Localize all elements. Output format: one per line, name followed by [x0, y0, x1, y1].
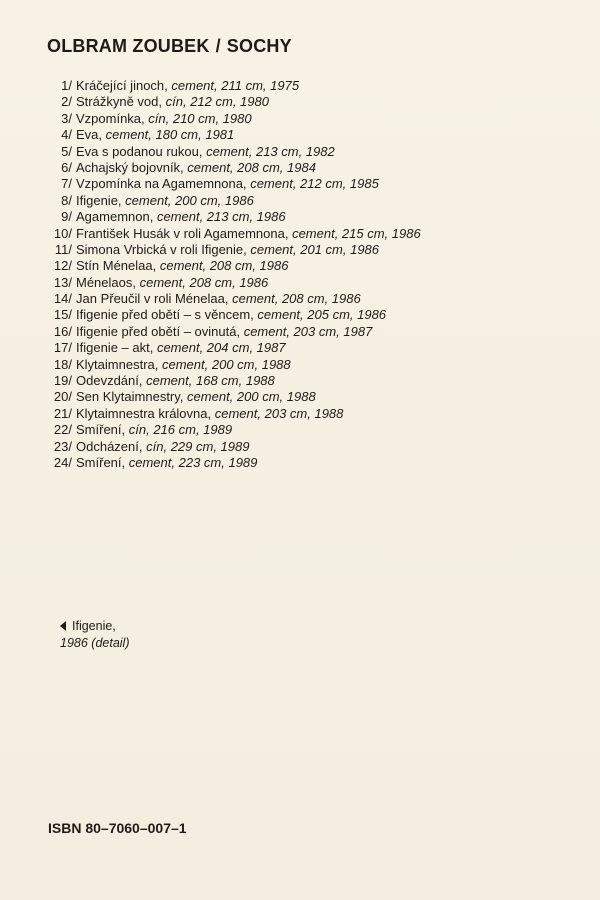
list-item	[40, 307, 560, 323]
list-item	[40, 422, 560, 438]
item-number: 15/	[53, 307, 72, 323]
work-title: Odevzdání,	[76, 373, 143, 389]
item-number: 23/	[53, 438, 72, 454]
item-number: 5/	[61, 143, 72, 159]
list-item	[40, 78, 560, 94]
list-item	[40, 455, 560, 471]
list-item	[40, 275, 560, 291]
work-details: cement, 200 cm, 1988	[187, 389, 316, 405]
item-number: 16/	[53, 323, 72, 339]
work-title: Simona Vrbická v roli Ifigenie,	[76, 241, 247, 257]
list-item	[40, 160, 560, 176]
list-item	[40, 193, 560, 209]
work-title: Klytaimnestra královna,	[76, 405, 212, 421]
item-number: 24/	[53, 454, 72, 470]
work-details: cement, 200 cm, 1988	[162, 356, 291, 372]
image-caption	[60, 618, 130, 652]
list-item	[40, 94, 560, 110]
work-title: Eva s podanou rukou,	[76, 143, 203, 159]
caption-detail: 1986 (detail)	[60, 636, 130, 650]
isbn: ISBN 80–7060–007–1	[48, 820, 187, 836]
work-details: cement, 208 cm, 1986	[139, 274, 269, 290]
work-details: cement, 208 cm, 1986	[159, 258, 289, 274]
work-title: Odcházení,	[76, 438, 143, 454]
work-title: Strážkyně vod,	[76, 94, 162, 110]
page-title	[47, 36, 292, 57]
item-number: 11/	[54, 241, 72, 257]
work-details: cín, 212 cm, 1980	[165, 94, 269, 110]
work-title: Vzpomínka,	[76, 110, 145, 126]
item-number: 14/	[53, 291, 72, 307]
caption-title: Ifigenie,	[72, 619, 116, 633]
work-details: cement, 205 cm, 1986	[257, 307, 387, 323]
item-number: 13/	[53, 274, 72, 290]
work-title: Achajský bojovník,	[76, 159, 184, 175]
item-number: 3/	[61, 110, 72, 126]
item-number: 9/	[61, 209, 72, 225]
list-item	[40, 439, 560, 455]
item-number: 6/	[61, 159, 72, 175]
list-item	[40, 226, 560, 242]
item-number: 10/	[53, 225, 72, 241]
section-name: SOCHY	[226, 36, 292, 56]
list-item	[40, 258, 560, 274]
list-item	[40, 209, 560, 225]
work-title: Jan Přeučil v roli Ménelaa,	[76, 291, 229, 307]
work-details: cement, 211 cm, 1975	[171, 78, 300, 93]
item-number: 12/	[53, 258, 72, 274]
item-number: 21/	[53, 405, 72, 421]
works-list	[40, 78, 560, 471]
work-title: Ménelaos,	[76, 274, 136, 290]
work-details: cín, 210 cm, 1980	[148, 110, 252, 126]
author-name: OLBRAM ZOUBEK	[47, 36, 210, 56]
work-title: Agamemnon,	[76, 209, 154, 225]
work-title: Ifigenie,	[76, 192, 122, 208]
work-title: Eva,	[76, 127, 103, 143]
work-title: Stín Ménelaa,	[76, 258, 157, 274]
work-title: Vzpomínka na Agamemnona,	[76, 176, 247, 192]
work-details: cement, 208 cm, 1986	[232, 291, 361, 307]
work-details: cement, 180 cm, 1981	[105, 127, 235, 143]
item-number: 19/	[53, 373, 72, 389]
work-details: cement, 213 cm, 1982	[206, 143, 335, 159]
item-number: 22/	[53, 422, 72, 438]
work-details: cement, 215 cm, 1986	[292, 225, 421, 241]
list-item	[40, 127, 560, 143]
item-number: 8/	[61, 192, 72, 208]
list-item	[40, 340, 560, 356]
work-title: Smíření,	[76, 422, 126, 438]
work-details: cement, 203 cm, 1988	[214, 405, 344, 421]
list-item	[40, 176, 560, 192]
left-triangle-icon	[60, 621, 66, 631]
work-title: Sen Klytaimnestry,	[76, 389, 184, 405]
item-number: 20/	[53, 389, 72, 405]
work-details: cement, 168 cm, 1988	[146, 373, 275, 389]
item-number: 2/	[61, 94, 72, 110]
work-details: cement, 203 cm, 1987	[243, 323, 373, 339]
work-details: cement, 212 cm, 1985	[250, 176, 379, 192]
work-title: František Husák v roli Agamemnona,	[76, 225, 289, 241]
work-details: cement, 200 cm, 1986	[125, 192, 254, 208]
work-details: cement, 223 cm, 1989	[128, 454, 258, 470]
item-number: 1/	[61, 78, 72, 93]
work-title: Ifigenie – akt,	[76, 340, 154, 356]
work-title: Smíření,	[76, 454, 126, 470]
item-number: 7/	[61, 176, 72, 192]
work-title: Klytaimnestra,	[76, 356, 159, 372]
item-number: 17/	[53, 340, 72, 356]
list-item	[40, 389, 560, 405]
item-number: 18/	[53, 356, 72, 372]
work-details: cín, 216 cm, 1989	[128, 422, 233, 438]
work-details: cín, 229 cm, 1989	[146, 438, 250, 454]
work-title: Ifigenie před obětí – s věncem,	[76, 307, 254, 323]
list-item	[40, 324, 560, 340]
item-number: 4/	[61, 127, 72, 143]
list-item	[40, 144, 560, 160]
list-item	[40, 242, 560, 258]
work-details: cement, 213 cm, 1986	[156, 209, 286, 225]
title-separator: /	[215, 36, 221, 56]
list-item	[40, 291, 560, 307]
work-title: Ifigenie před obětí – ovinutá,	[76, 323, 241, 339]
list-item	[40, 357, 560, 373]
list-item	[40, 373, 560, 389]
work-details: cement, 201 cm, 1986	[250, 241, 380, 257]
work-details: cement, 208 cm, 1984	[187, 159, 316, 175]
list-item	[40, 406, 560, 422]
work-details: cement, 204 cm, 1987	[156, 340, 286, 356]
list-item	[40, 111, 560, 127]
work-title: Kráčející jinoch,	[76, 78, 168, 93]
